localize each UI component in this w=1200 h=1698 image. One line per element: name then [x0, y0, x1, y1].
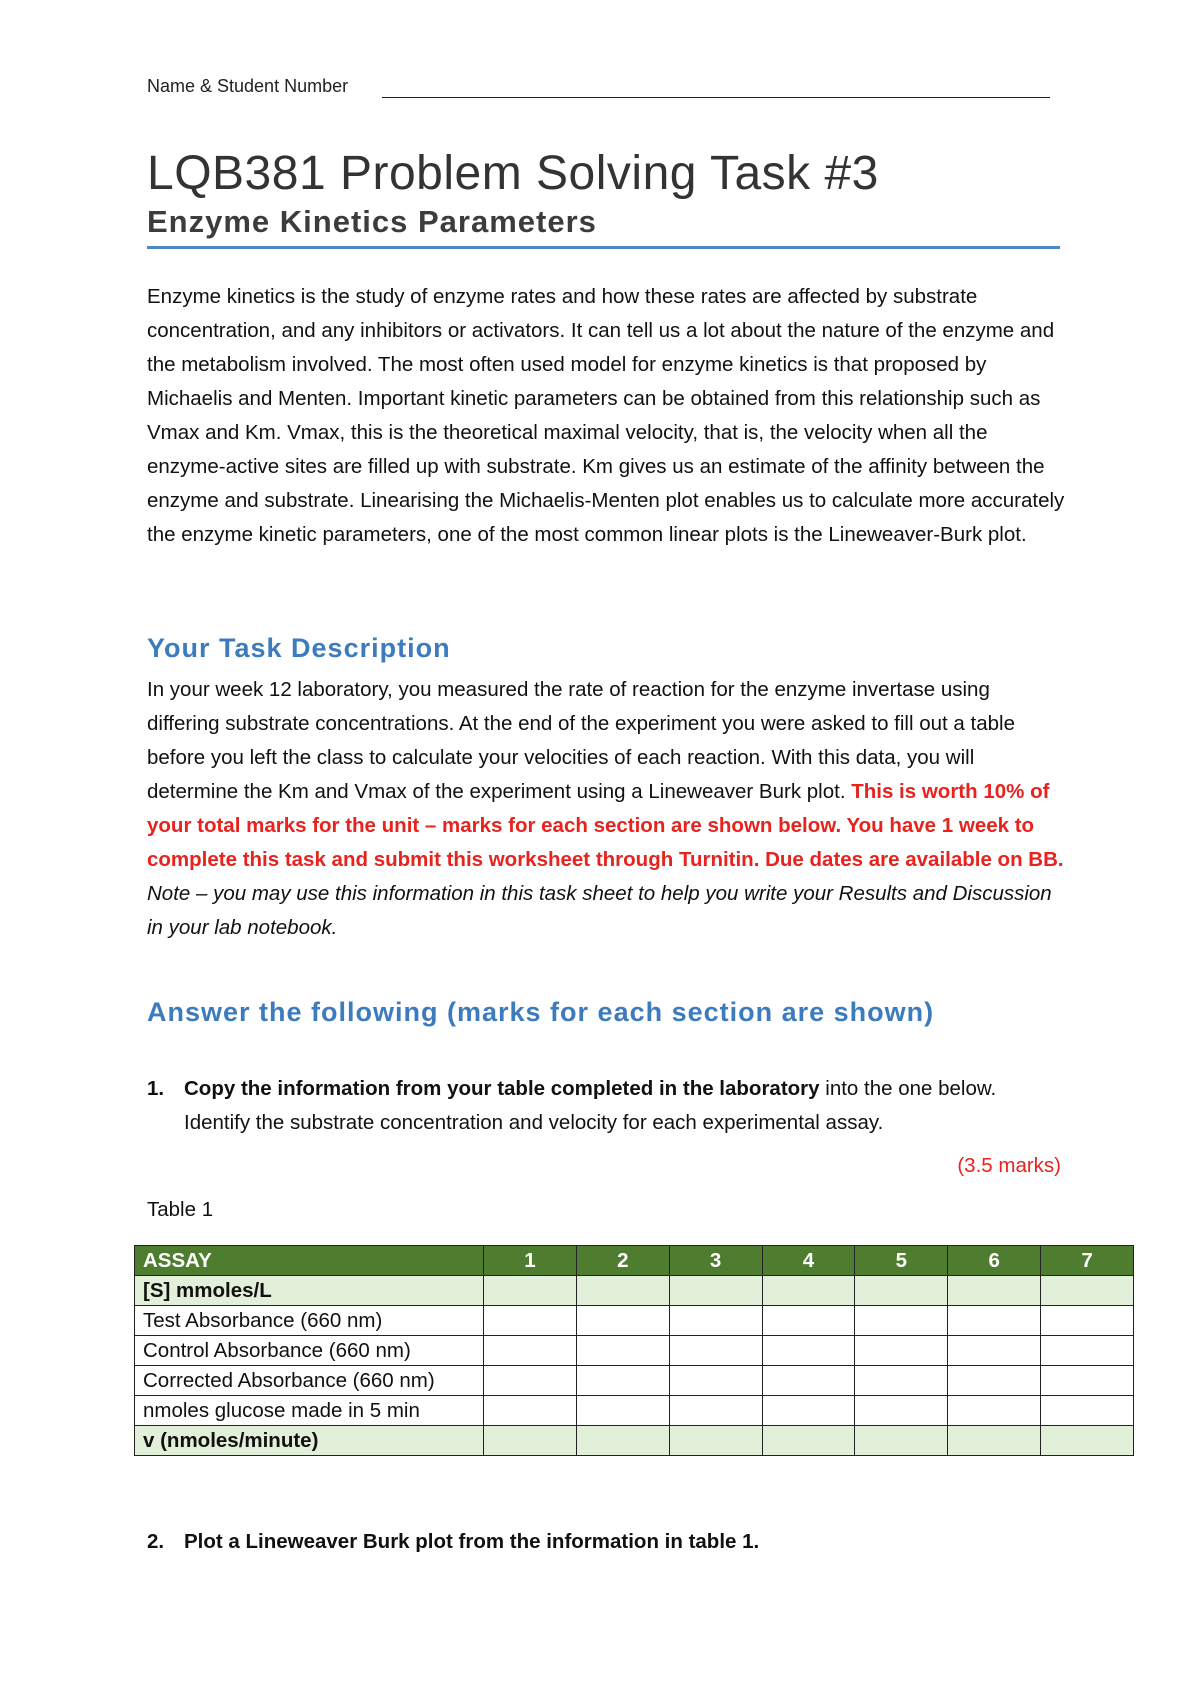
question-1 [147, 1072, 1067, 1140]
table-header-col-6: 6 [948, 1246, 1041, 1276]
row-label-substrate: [S] mmoles/L [135, 1276, 484, 1306]
task-warning-text: This is worth 10% of your total marks for the unit – marks for each section are shown below. You have 1 week to complete this task and submit this worksheet through Turnitin. Due dates are available on BB. [147, 780, 1064, 871]
table-header-col-2: 2 [576, 1246, 669, 1276]
question-1-number: 1. [147, 1077, 165, 1100]
task-description-heading: Your Task Description [147, 633, 451, 663]
table-cell[interactable] [669, 1366, 762, 1396]
row-label-test-absorbance: Test Absorbance (660 nm) [135, 1306, 484, 1336]
title-divider [147, 246, 1060, 249]
row-label-velocity: v (nmoles/minute) [135, 1426, 484, 1456]
table-cell[interactable] [855, 1336, 948, 1366]
table-cell[interactable] [948, 1276, 1041, 1306]
table-cell[interactable] [669, 1306, 762, 1336]
table-header-col-3: 3 [669, 1246, 762, 1276]
page-subtitle: Enzyme Kinetics Parameters [147, 204, 597, 239]
table-caption: Table 1 [147, 1198, 214, 1221]
table-cell[interactable] [1041, 1426, 1134, 1456]
table-cell[interactable] [484, 1366, 577, 1396]
table-cell[interactable] [669, 1396, 762, 1426]
table-row-velocity [135, 1426, 1134, 1456]
question-2 [147, 1525, 1067, 1559]
question-1-bold-text: Copy the information from your table completed in the laboratory [184, 1077, 820, 1100]
task-description-paragraph [147, 673, 1067, 945]
row-label-corrected-absorbance: Corrected Absorbance (660 nm) [135, 1366, 484, 1396]
table-cell[interactable] [948, 1396, 1041, 1426]
intro-paragraph: Enzyme kinetics is the study of enzyme rates and how these rates are affected by substrate concentration, and any inhibitors or activators. It can tell us a lot about the nature of the enzyme and the metabolism involved. The most often used model for enzyme kinetics is that proposed by Michaelis and Menten. Important kinetic parameters can be obtained from this relationship such as Vmax and Km. Vmax, this is the theoretical maximal velocity, that is, the velocity when all the enzyme-active sites are filled up with substrate. Km gives us an estimate of the affinity between the enzyme and substrate. Linearising the Michaelis-Menten plot enables us to calculate more accurately the enzyme kinetic parameters, one of the most common linear plots is the Lineweaver-Burk plot. [147, 285, 1065, 546]
table-cell[interactable] [669, 1336, 762, 1366]
name-student-number-label: Name & Student Number [147, 76, 349, 96]
task-note-text: Note – you may use this information in this task sheet to help you write your Results and Discussion in your lab notebook. [147, 882, 1052, 939]
question-2-text [184, 1525, 1067, 1559]
table-cell[interactable] [1041, 1396, 1134, 1426]
page-title: LQB381 Problem Solving Task #3 [147, 147, 879, 200]
table-cell[interactable] [948, 1366, 1041, 1396]
table-header-col-4: 4 [762, 1246, 855, 1276]
table-header-col-5: 5 [855, 1246, 948, 1276]
name-entry-line[interactable] [382, 97, 1050, 98]
table-cell[interactable] [484, 1276, 577, 1306]
table-cell[interactable] [669, 1426, 762, 1456]
table-header-row [135, 1246, 1134, 1276]
table-row-test-absorbance [135, 1306, 1134, 1336]
table-header-col-1: 1 [484, 1246, 577, 1276]
table-cell[interactable] [1041, 1336, 1134, 1366]
table-cell[interactable] [948, 1426, 1041, 1456]
table-cell[interactable] [1041, 1366, 1134, 1396]
table-cell[interactable] [576, 1426, 669, 1456]
question-2-number: 2. [147, 1530, 165, 1553]
table-row-glucose [135, 1396, 1134, 1426]
table-header-col-7: 7 [1041, 1246, 1134, 1276]
table-cell[interactable] [948, 1336, 1041, 1366]
question-2-bold-text: Plot a Lineweaver Burk plot from the information in table 1. [184, 1530, 760, 1553]
row-label-glucose: nmoles glucose made in 5 min [135, 1396, 484, 1426]
table-cell[interactable] [855, 1366, 948, 1396]
table-row-corrected-absorbance [135, 1366, 1134, 1396]
table-cell[interactable] [576, 1336, 669, 1366]
question-1-marks: (3.5 marks) [957, 1154, 1061, 1177]
table-cell[interactable] [1041, 1306, 1134, 1336]
table-cell[interactable] [855, 1396, 948, 1426]
table-cell[interactable] [1041, 1276, 1134, 1306]
table-cell[interactable] [576, 1396, 669, 1426]
assay-table [134, 1245, 1134, 1456]
row-label-control-absorbance: Control Absorbance (660 nm) [135, 1336, 484, 1366]
table-cell[interactable] [484, 1426, 577, 1456]
table-cell[interactable] [762, 1306, 855, 1336]
question-1-rest-text: into the one below. Identify the substrate concentration and velocity for each experimental assay. [184, 1077, 997, 1134]
answer-heading: Answer the following (marks for each section are shown) [147, 997, 935, 1027]
table-cell[interactable] [669, 1276, 762, 1306]
table-cell[interactable] [762, 1366, 855, 1396]
table-cell[interactable] [855, 1306, 948, 1336]
table-cell[interactable] [576, 1276, 669, 1306]
table-cell[interactable] [762, 1276, 855, 1306]
table-cell[interactable] [484, 1306, 577, 1336]
question-1-text [184, 1072, 1067, 1140]
table-cell[interactable] [576, 1366, 669, 1396]
table-cell[interactable] [855, 1276, 948, 1306]
table-cell[interactable] [762, 1426, 855, 1456]
table-header-assay: ASSAY [135, 1246, 484, 1276]
task-body-text: In your week 12 laboratory, you measured the rate of reaction for the enzyme invertase using differing substrate concentrations. At the end of the experiment you were asked to fill out a table before you left the class to calculate your velocities of each reaction. With this data, you will determine the Km and Vmax of the experiment using a Lineweaver Burk plot. [147, 678, 1015, 803]
table-cell[interactable] [762, 1336, 855, 1366]
table-row-control-absorbance [135, 1336, 1134, 1366]
table-row-substrate [135, 1276, 1134, 1306]
table-cell[interactable] [484, 1396, 577, 1426]
table-cell[interactable] [484, 1336, 577, 1366]
table-cell[interactable] [855, 1426, 948, 1456]
table-cell[interactable] [762, 1396, 855, 1426]
table-cell[interactable] [948, 1306, 1041, 1336]
table-cell[interactable] [576, 1306, 669, 1336]
